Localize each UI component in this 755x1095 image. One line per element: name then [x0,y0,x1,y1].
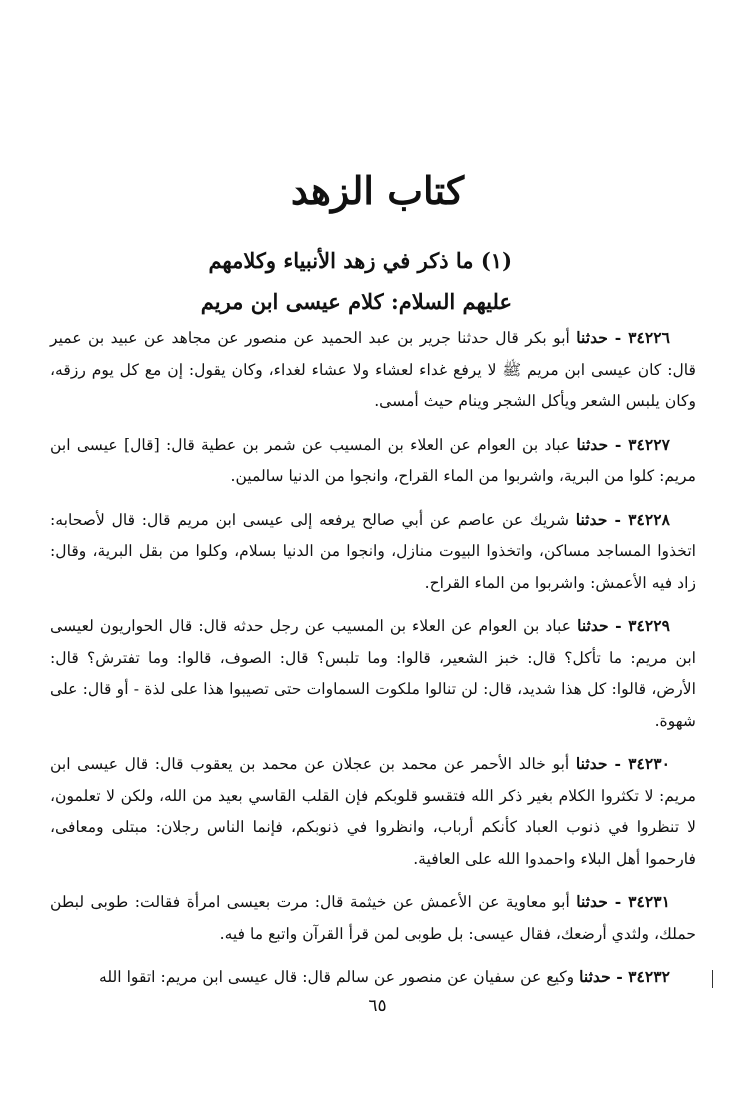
hadith-opener: حدثنا [575,754,608,773]
hadith-paragraph: ٣٤٢٢٨ - حدثنا شريك عن عاصم عن أبي صالح يرفعه إلى عيسى ابن مريم قال: قال لأصحابه: اتخذوا المساجد مساكن، واتخذوا البيوت منازل، وانجوا من الدنيا بسلام، وكلوا من بقل البرية، وقال: زاد فيه الأعمش: واشربوا من الماء القراح. [50,509,696,592]
hadith-opener: حدثنا [579,967,611,986]
hadith-number: ٣٤٢٢٨ [628,509,670,529]
hadith-text: أبو خالد الأحمر عن محمد بن عجلان عن محمد بن يعقوب قال: قال عيسى ابن مريم: لا تكثروا الكلام بغير ذكر الله فتقسو قلوبكم فإن القلب القاسي بعيد من الله، ولكن لا تعلمون، لا تنظروا في ذنوب العباد كأنكم أرباب، وانظروا في ذنوبكم، فإنما الناس رجلان: مبتلى ومعافى، فارحموا أهل البلاء واحمدوا الله على العافية. [50,755,696,868]
hadith-paragraph: ٣٤٢٢٧ - حدثنا عباد بن العوام عن العلاء بن المسيب عن شمر بن عطية قال: [قال] عيسى ابن مريم: كلوا من البرية، واشربوا من الماء القراح، وانجوا من الدنيا سالمين. [50,434,696,485]
hadith-number: ٣٤٢٢٦ [628,328,670,347]
hadith-paragraph: ٣٤٢٢٩ - حدثنا عباد بن العوام عن العلاء بن المسيب عن رجل حدثه قال: قال الحواريون لعيسى ابن مريم: ما تأكل؟ قال: خبز الشعير، قالوا: وما تلبس؟ قال: الصوف، قالوا: وما تفترش؟ قال: الأرض، قالوا: كل هذا شديد، قال: لن تنالوا ملكوت السماوات حتى تصيبوا هذا على لذة - أو قال: على شهوة. [50,616,696,730]
hadith-text: وكيع عن سفيان عن منصور عن سالم قال: قال عيسى ابن مريم: اتقوا الله [99,968,575,986]
hadith-paragraph: ٣٤٢٢٦ - حدثنا أبو بكر قال حدثنا جرير بن عبد الحميد عن منصور عن مجاهد عن عبيد بن عمير قال: كان عيسى ابن مريم ﷺ لا يرفع غداء لعشاء ولا عشاء لغداء، وكان يقول: إن مع كل يوم رزقه، وكان يلبس الشعر ويأكل الشجر وينام حيث أمسى. [50,328,696,410]
book-title: كتاب الزهد [290,168,465,213]
chapter-heading-line2: عليهم السلام: كلام عيسى ابن مريم [200,289,512,314]
hadith-text: أبو معاوية عن الأعمش عن خيثمة قال: مرت بعيسى امرأة فقالت: طوبى لبطن حملك، ولثدي أرضعك، فقال عيسى: بل طوبى لمن قرأ القرآن واتبع ما فيه. [50,893,696,943]
hadith-opener: حدثنا [576,434,609,454]
hadith-number: ٣٤٢٣٢ [628,967,670,986]
hadith-number: ٣٤٢٣٠ [628,754,670,773]
hadith-paragraph: ٣٤٢٣٢ - حدثنا وكيع عن سفيان عن منصور عن سالم قال: قال عيسى ابن مريم: اتقوا الله [99,967,670,986]
margin-mark [712,970,713,988]
hadith-text: عباد بن العوام عن العلاء بن المسيب عن شمر بن عطية قال: [قال] عيسى ابن مريم: كلوا من البرية، واشربوا من الماء القراح، وانجوا من الدنيا سالمين. [50,435,696,485]
hadith-text: شريك عن عاصم عن أبي صالح يرفعه إلى عيسى ابن مريم قال: قال لأصحابه: اتخذوا المساجد مساكن، واتخذوا البيوت منازل، وانجوا من الدنيا بسلام، وكلوا من بقل البرية، وقال: زاد فيه الأعمش: واشربوا من الماء القراح. [50,510,696,592]
chapter-heading-line1: (١) ما ذكر في زهد الأنبياء وكلامهم [208,248,512,273]
hadith-list [50,322,696,994]
hadith-opener: حدثنا [576,892,608,911]
hadith-opener: حدثنا [576,328,608,347]
hadith-number: ٣٤٢٣١ [628,892,670,911]
hadith-text: عباد بن العوام عن العلاء بن المسيب عن رجل حدثه قال: قال الحواريون لعيسى ابن مريم: ما تأكل؟ قال: خبز الشعير، قالوا: وما تلبس؟ قال: الصوف، قالوا: وما تفترش؟ قال: الأرض، قالوا: كل هذا شديد، قال: لن تنالوا ملكوت السماوات حتى تصيبوا هذا على لذة - أو قال: على شهوة. [50,617,696,730]
hadith-number: ٣٤٢٢٧ [628,434,670,454]
hadith-paragraph: ٣٤٢٣٠ - حدثنا أبو خالد الأحمر عن محمد بن عجلان عن محمد بن يعقوب قال: قال عيسى ابن مريم: لا تكثروا الكلام بغير ذكر الله فتقسو قلوبكم فإن القلب القاسي بعيد من الله، ولكن لا تعلمون، لا تنظروا في ذنوب العباد كأنكم أرباب، وانظروا في ذنوبكم، فإنما الناس رجلان: مبتلى ومعافى، فارحموا أهل البلاء واحمدوا الله على العافية. [50,754,696,868]
hadith-number: ٣٤٢٢٩ [628,616,670,635]
hadith-opener: حدثنا [577,616,609,635]
hadith-text: أبو بكر قال حدثنا جرير بن عبد الحميد عن منصور عن مجاهد عن عبيد بن عمير قال: كان عيسى ابن مريم ﷺ لا يرفع غداء لعشاء ولا عشاء لغداء، وكان يقول: إن مع كل يوم رزقه، وكان يلبس الشعر ويأكل الشجر وينام حيث أمسى. [50,329,696,410]
page-number: ٦٥ [368,996,387,1016]
hadith-opener: حدثنا [575,509,608,529]
hadith-paragraph: ٣٤٢٣١ - حدثنا أبو معاوية عن الأعمش عن خيثمة قال: مرت بعيسى امرأة فقالت: طوبى لبطن حملك، ولثدي أرضعك، فقال عيسى: بل طوبى لمن قرأ القرآن واتبع ما فيه. [50,892,696,943]
